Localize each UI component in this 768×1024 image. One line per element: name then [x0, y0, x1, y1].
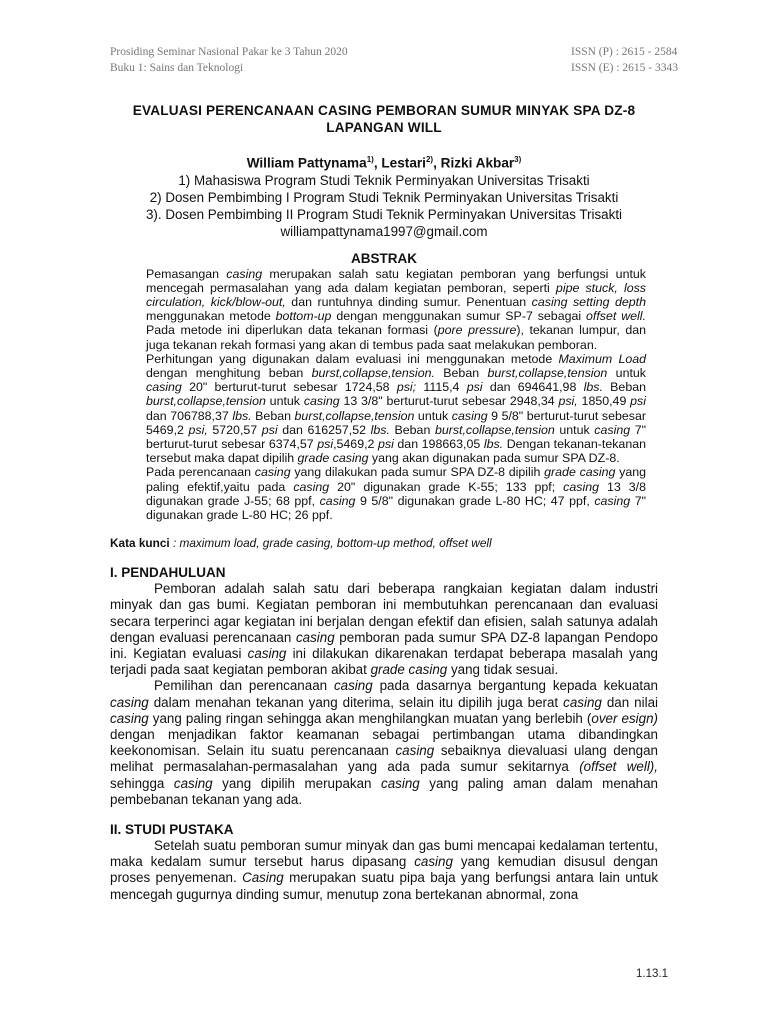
header-right: [571, 44, 678, 76]
body-paragraph: Pemilihan dan perencanaan casing pada dasarnya bergantung kepada kekuatan casing dalam menahan tekanan yang diterima, selain itu dipilih juga berat casing dan nilai casing yang paling ringan sehingga akan menghilangkan muatan yang berlebih (over esign) dengan menjadikan faktor keamanan sebagai pertimbangan utama dibandingkan keekonomisan. Selain itu suatu perencanaan casing sebaiknya dievaluasi ulang dengan melihat permasalahan-permasalahan yang ada pada sumur sekitarnya (offset well), sehingga casing yang dipilih merupakan casing yang paling aman dalam menahan pembebanan tekanan yang ada.: [110, 678, 659, 807]
page-number: 1.13.1: [636, 968, 668, 980]
author-list: [110, 151, 658, 172]
issn-electronic: ISSN (E) : 2615 - 3343: [571, 62, 679, 74]
italic-term: casing: [333, 678, 373, 694]
italic-term: casing: [563, 479, 599, 494]
italic-term: lbs.: [483, 436, 504, 451]
author-name: Lestari: [381, 155, 426, 171]
italic-term: psi: [466, 380, 483, 395]
book-name: Buku 1: Sains dan Teknologi: [110, 62, 244, 74]
italic-term: Casing: [242, 870, 284, 886]
italic-term: burst,collapse,tension: [487, 365, 608, 380]
italic-term: casing: [110, 694, 149, 710]
abstract-heading: ABSTRAK: [351, 250, 417, 266]
italic-term: psi,: [558, 394, 578, 409]
paper-content: [110, 102, 658, 903]
abstract-paragraph: Pada perencanaan casing yang dilakukan pada sumur SPA DZ-8 dipilih grade casing yang paling efektif,yaitu pada casing 20" digunakan grade K-55; 133 ppf; casing 13 3/8 digunakan grade J-55; 68 ppf, casing 9 5/8" digunakan grade L-80 HC; 47 ppf, casing 7" digunakan grade L-80 HC; 26 ppf.: [146, 465, 646, 522]
italic-term: pipe stuck, loss circulation, kick/blow-out,: [146, 280, 646, 309]
italic-term: Maximum Load: [558, 351, 647, 366]
italic-term: casing: [247, 646, 287, 661]
italic-term: bottom-up: [275, 309, 332, 324]
affiliation-2: 2) Dosen Pembimbing I Program Studi Teknik Perminyakan Universitas Trisakti: [149, 189, 619, 205]
paper-title: [110, 102, 658, 136]
abstract-paragraph: Pemasangan casing merupakan salah satu kegiatan pemboran yang berfungsi untuk mencegah permasalahan yang ada dalam kegiatan pemboran, seperti pipe stuck, loss circulation, kick/blow-out, dan runtuhnya dinding sumur. Penentuan casing setting depth menggunakan metode bottom-up dengan menggunakan sumur SP-7 sebagai offset well. Pada metode ini diperlukan data tekanan formasi (pore pressure), tekanan lumpur, dan juga tekanan rekah formasi yang akan di tembus pada saat melakukan pemboran.: [146, 266, 647, 352]
italic-term: psi: [630, 394, 646, 409]
issn-print: ISSN (P) : 2615 - 2584: [571, 46, 678, 58]
keywords-label: Kata kunci: [110, 536, 170, 551]
italic-term: lbs.: [370, 422, 390, 437]
italic-term: casing: [594, 422, 631, 437]
italic-term: casing: [319, 493, 356, 508]
italic-term: casing: [295, 629, 335, 645]
italic-term: burst,collapse,tension: [434, 422, 555, 437]
author-sep: ,: [373, 155, 382, 171]
italic-term: casing: [381, 775, 420, 791]
section-1-heading: I. PENDAHULUAN: [110, 565, 226, 581]
italic-term: offset well.: [586, 309, 646, 324]
italic-term: psi: [261, 422, 278, 437]
italic-term: casing: [451, 408, 488, 423]
header-left: [110, 44, 348, 76]
affiliations: [110, 172, 658, 240]
italic-term: (offset well),: [579, 759, 658, 775]
italic-term: casing: [563, 694, 602, 710]
italic-term: psi;: [396, 380, 417, 395]
affiliation-3: 3). Dosen Pembimbing II Program Studi Teknik Perminyakan Universitas Trisakti: [145, 206, 623, 222]
italic-term: casing: [226, 266, 263, 281]
keywords: [110, 536, 658, 551]
italic-term: psi: [378, 436, 394, 451]
body-paragraph: Setelah suatu pemboran sumur minyak dan gas bumi mencapai kedalaman tertentu, maka kedalam sumur tersebut harus dipasang casing yang kemudian disusul dengan proses penyemenan. Casing merupakan suatu pipa baja yang berfungsi antara lain untuk mencegah gugurnya dinding sumur, menutup zona bertekanan abnormal, zona: [110, 838, 659, 902]
italic-term: casing: [173, 775, 213, 791]
body-paragraph: Pemboran adalah salah satu dari beberapa rangkaian kegiatan dalam industri minyak dan gas bumi. Kegiatan pemboran ini membutuhkan perencanaan dan evaluasi secara terperinci agar kegiatan ini berjalan dengan efektif dan efisien, salah satunya adalah dengan evaluasi perencanaan casing pemboran pada sumur SPA DZ-8 lapangan Pendopo ini. Kegiatan evaluasi casing ini dilakukan dikarenakan terdapat beberapa masalah yang terjadi pada saat kegiatan pemboran akibat grade casing yang tidak sesuai.: [110, 581, 659, 678]
author-name: Rizki Akbar: [440, 155, 515, 171]
italic-term: grade casing: [370, 662, 448, 678]
italic-term: lbs.: [583, 380, 603, 395]
author-email: williampattynama1997@gmail.com: [280, 223, 488, 239]
author-sup: 1): [366, 155, 374, 164]
affiliation-1: 1) Mahasiswa Program Studi Teknik Perminyakan Universitas Trisakti: [178, 172, 590, 188]
keywords-text: : maximum load, grade casing, bottom-up method, offset well: [169, 536, 492, 551]
italic-term: psi,: [188, 422, 208, 437]
abstract-paragraph: Perhitungan yang digunakan dalam evaluasi ini menggunakan metode Maximum Load dengan menghitung beban burst,collapse,tension. Beban burst,collapse,tension untuk casing 20" berturut-turut sebesar 1724,58 psi; 1115,4 psi dan 694641,98 lbs. Beban burst,collapse,tension untuk casing 13 3/8" berturut-turut sebesar 2948,34 psi, 1850,49 psi dan 706788,37 lbs. Beban burst,collapse,tension untuk casing 9 5/8" berturut-turut sebesar 5469,2 psi, 5720,57 psi dan 616257,52 lbs. Beban burst,collapse,tension untuk casing 7" berturut-turut sebesar 6374,57 psi,5469,2 psi dan 198663,05 lbs. Dengan tekanan-tekanan tersebut maka dapat dipilih grade casing yang akan digunakan pada sumur SPA DZ-8.: [146, 351, 647, 466]
author-name: William Pattynama: [246, 155, 367, 171]
section-2-body: [110, 838, 658, 903]
italic-term: casing: [303, 394, 340, 409]
author-sep: ,: [433, 155, 441, 171]
italic-term: over esign): [591, 710, 658, 726]
italic-term: grade casing: [544, 465, 616, 480]
italic-term: casing: [254, 465, 291, 480]
title-line-2: LAPANGAN WILL: [326, 120, 442, 135]
italic-term: psi: [317, 436, 334, 451]
author-sup: 2): [425, 155, 434, 164]
conference-name: Prosiding Seminar Nasional Pakar ke 3 Tahun 2020: [110, 46, 348, 58]
italic-term: casing: [293, 479, 330, 494]
italic-term: burst,collapse,tension: [294, 408, 415, 423]
italic-term: casing: [594, 493, 631, 508]
italic-term: grade casing: [297, 451, 369, 466]
title-line-1: EVALUASI PERENCANAAN CASING PEMBORAN SUMUR MINYAK SPA DZ-8: [132, 103, 636, 118]
italic-term: burst,collapse,tension.: [311, 365, 435, 380]
italic-term: casing: [146, 380, 182, 395]
abstract-body: [146, 267, 646, 523]
section-1-body: [110, 581, 658, 808]
author-sup: 3): [514, 155, 522, 164]
italic-term: casing: [395, 743, 435, 759]
italic-term: casing setting depth: [531, 294, 647, 309]
italic-term: casing: [110, 710, 149, 726]
italic-term: casing: [414, 854, 453, 870]
italic-term: lbs.: [232, 408, 252, 423]
italic-term: burst,collapse,tension: [146, 394, 266, 409]
italic-term: pore pressure: [437, 323, 517, 338]
section-2-heading: II. STUDI PUSTAKA: [110, 822, 234, 838]
